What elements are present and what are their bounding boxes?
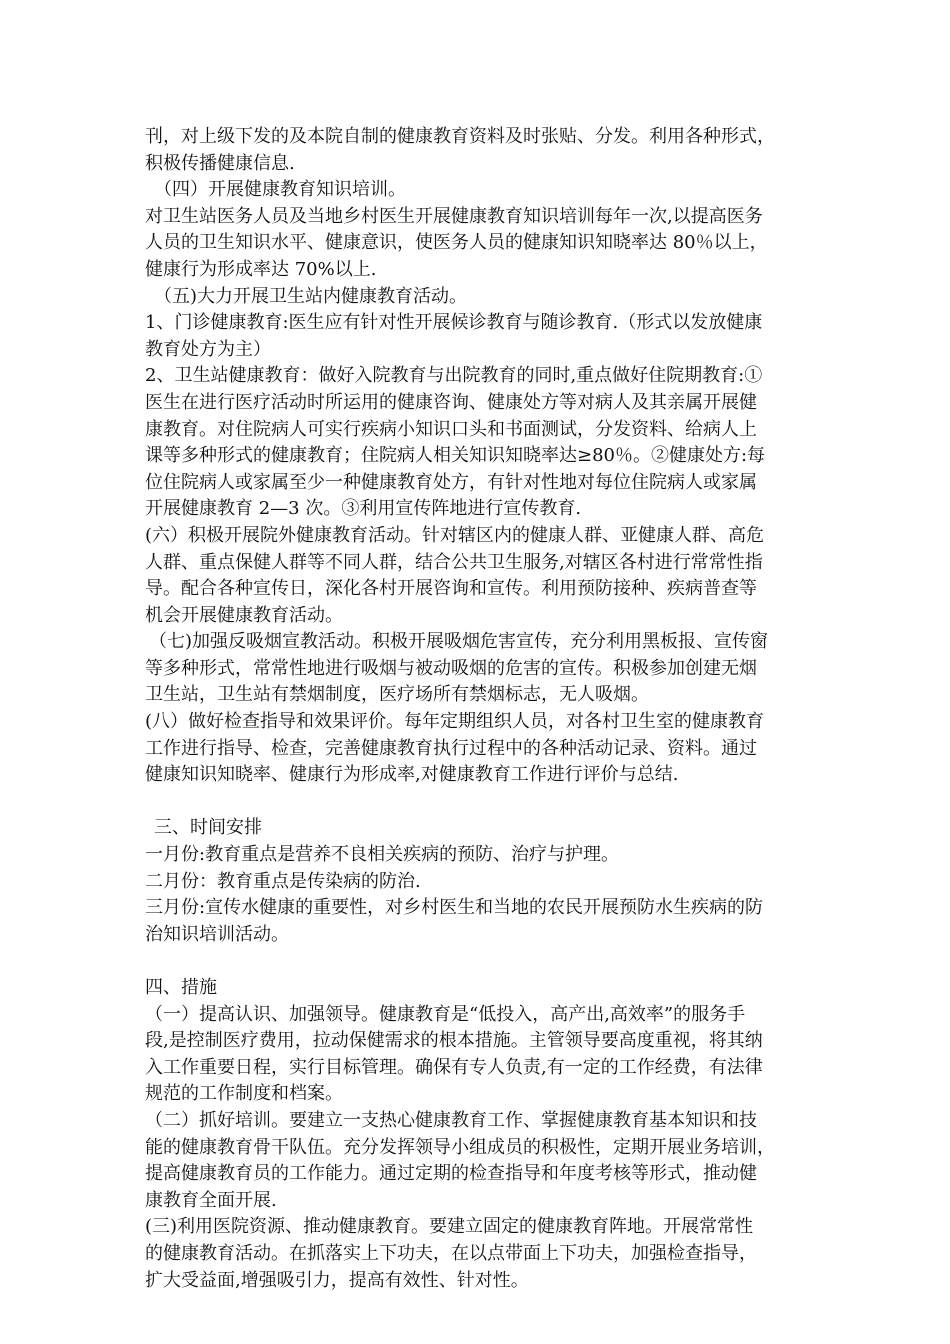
document-body	[145, 124, 815, 1294]
body-line: 1、门诊健康教育:医生应有针对性开展候诊教育与随诊教育.（形式以发放健康	[145, 312, 763, 334]
body-line: 人群、重点保健人群等不同人群，结合公共卫生服务,对辖区各村进行常常性指	[145, 551, 763, 573]
body-line: (六）积极开展院外健康教育活动。针对辖区内的健康人群、亚健康人群、高危	[145, 524, 765, 546]
body-line: 提高健康教育员的工作能力。通过定期的检查指导和年度考核等形式，推动健	[145, 1163, 757, 1185]
body-line: 健康知识知晓率、健康行为形成率,对健康教育工作进行评价与总结.	[145, 764, 679, 786]
body-line: 治知识培训活动。	[145, 923, 289, 945]
blank-line	[145, 789, 815, 816]
body-line: 对卫生站医务人员及当地乡村医生开展健康教育知识培训每年一次,以提高医务	[145, 205, 763, 227]
section-heading: 四、措施	[145, 977, 217, 998]
body-line: 开展健康教育 2—3 次。③利用宣传阵地进行宣传教育.	[145, 498, 582, 520]
body-line: 健康行为形成率达 70%以上.	[145, 258, 377, 280]
body-line: 三月份:宣传水健康的重要性，对乡村医生和当地的农民开展预防水生疾病的防	[145, 897, 764, 919]
body-line: 二月份：教育重点是传染病的防治.	[145, 870, 421, 892]
body-line: 导。配合各种宣传日，深化各村开展咨询和宣传。利用预防接种、疾病普查等	[145, 578, 757, 600]
body-line: 工作进行指导、检查，完善健康教育执行过程中的各种活动记录、资料。通过	[145, 737, 757, 759]
section-heading: 三、时间安排	[154, 817, 262, 839]
body-line: 刊，对上级下发的及本院自制的健康教育资料及时张贴、分发。利用各种形式，	[145, 126, 775, 147]
body-line: 的健康教育活动。在抓落实上下功夫，在以点带面上下功夫，加强检查指导，	[145, 1242, 757, 1264]
body-line: 医生在进行医疗活动时所运用的健康咨询、健康处方等对病人及其亲属开展健	[145, 391, 757, 413]
body-line: 人员的卫生知识水平、健康意识，使医务人员的健康知识知晓率达 80％以上，	[145, 232, 768, 254]
body-line: 位住院病人或家属至少一种健康教育处方，有针对性地对每位住院病人或家属	[145, 471, 757, 493]
body-line: 入工作重要日程，实行目标管理。确保有专人负责,有一定的工作经费，有法律	[145, 1056, 763, 1078]
section-heading: （四）开展健康教育知识培训。	[154, 179, 406, 201]
body-line: 课等多种形式的健康教育；住院病人相关知识知晓率达≥80％。②健康处方:每	[145, 445, 766, 467]
body-line: 一月份:教育重点是营养不良相关疾病的预防、治疗与护理。	[145, 844, 620, 866]
body-line: 卫生站，卫生站有禁烟制度，医疗场所有禁烟标志，无人吸烟。	[145, 684, 649, 706]
body-line: （一）提高认识、加强领导。健康教育是“低投入，高产出,高效率”的服务手	[145, 1003, 746, 1025]
body-line: 机会开展健康教育活动。	[145, 604, 343, 626]
body-line: 规范的工作制度和档案。	[145, 1083, 343, 1105]
body-line: 积极传播健康信息.	[145, 152, 295, 174]
body-line: 段,是控制医疗费用，拉动保健需求的根本措施。主管领导要高度重视，将其纳	[145, 1030, 763, 1052]
body-line: (八）做好检查指导和效果评价。每年定期组织人员，对各村卫生室的健康教育	[145, 711, 765, 733]
blank-line	[145, 948, 815, 975]
body-line: 康教育全面开展.	[145, 1189, 277, 1211]
body-line: （七)加强反吸烟宣教活动。积极开展吸烟危害宣传，充分利用黑板报、宣传窗	[149, 631, 769, 653]
section-heading: （五)大力开展卫生站内健康教育活动。	[154, 285, 468, 307]
body-line: 扩大受益面,增强吸引力，提高有效性、针对性。	[145, 1269, 529, 1291]
body-line: (三)利用医院资源、推动健康教育。要建立固定的健康教育阵地。开展常常性	[145, 1216, 754, 1238]
body-line: 康教育。对住院病人可实行疾病小知识口头和书面测试，分发资料、给病人上	[145, 418, 757, 440]
body-line: 等多种形式，常常性地进行吸烟与被动吸烟的危害的宣传。积极参加创建无烟	[145, 657, 757, 679]
body-line: （二）抓好培训。要建立一支热心健康教育工作、掌握健康教育基本知识和技	[145, 1109, 757, 1131]
body-line: 2、卫生站健康教育：做好入院教育与出院教育的同时,重点做好住院期教育:①	[145, 365, 763, 387]
body-line: 能的健康教育骨干队伍。充分发挥领导小组成员的积极性，定期开展业务培训，	[145, 1136, 775, 1158]
body-line: 教育处方为主）	[145, 338, 271, 360]
